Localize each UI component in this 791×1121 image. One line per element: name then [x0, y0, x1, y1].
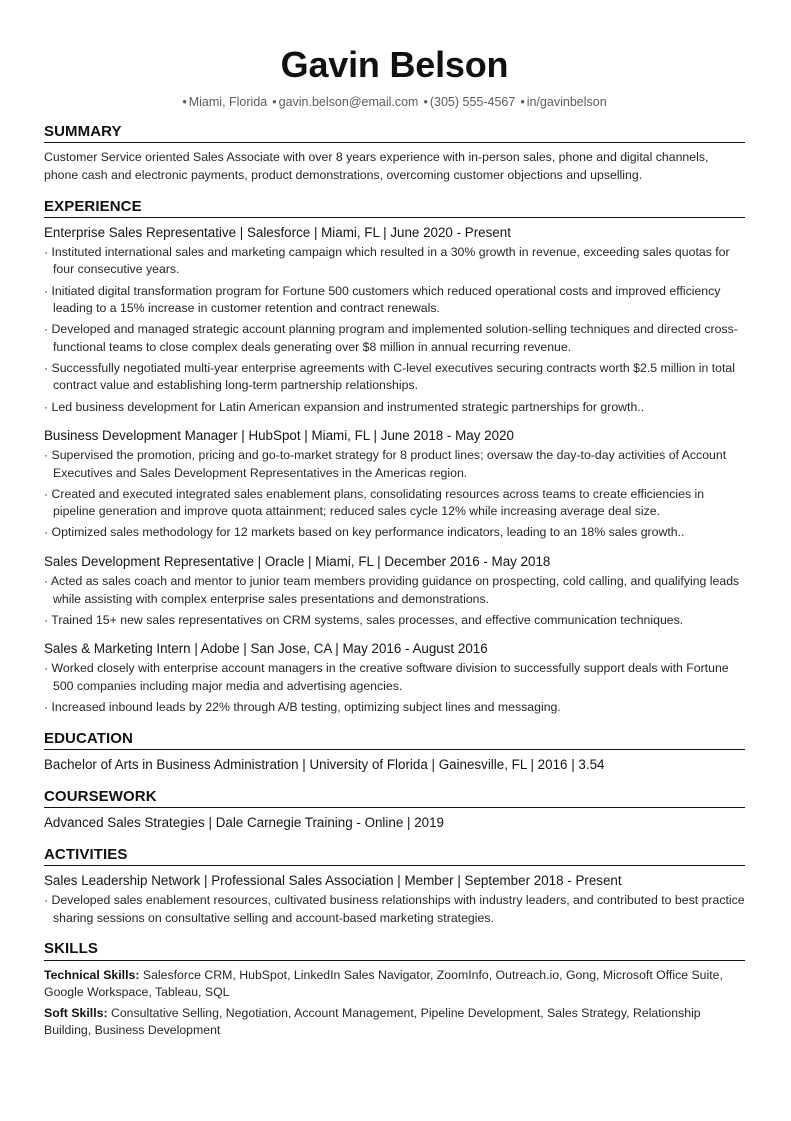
contact-item: gavin.belson@email.com: [278, 94, 419, 109]
entry-bullet: · Optimized sales methodology for 12 markets based on key performance indicators, leading to an 18% sales growth..: [44, 525, 685, 540]
entry-bullet: · Led business development for Latin American expansion and instrumented strategic partnerships for growth..: [44, 399, 645, 414]
contact-separator-icon: •: [520, 94, 525, 109]
skill-group-value: Consultative Selling, Negotiation, Account Management, Pipeline Development, Sales Strategy, Relationship Building, Business Development: [44, 1005, 701, 1038]
section-heading-education: EDUCATION: [44, 730, 745, 750]
entry-title: Bachelor of Arts in Business Administration | University of Florida | Gainesville, FL | 2016 | 3.54: [44, 756, 605, 772]
section-coursework: [44, 788, 745, 833]
contact-separator-icon: •: [272, 94, 277, 109]
entry-bullet: · Created and executed integrated sales enablement plans, consolidating resources across teams to create efficiencies in pipeline generation and improve quota attainment; reduced sales cycle 12% while increasing average deal size.: [44, 486, 705, 519]
skill-group-label: Soft Skills:: [44, 1005, 108, 1020]
skill-group-value: Salesforce CRM, HubSpot, LinkedIn Sales Navigator, ZoomInfo, Outreach.io, Gong, Microsoft Office Suite, Google Workspace, Tableau, SQL: [44, 967, 723, 1000]
entry-title: Business Development Manager | HubSpot | Miami, FL | June 2018 - May 2020: [44, 428, 514, 444]
contact-item: (305) 555-4567: [429, 94, 516, 109]
resume-entry: [44, 872, 745, 927]
section-skills: [44, 940, 745, 1040]
entry-bullet: · Supervised the promotion, pricing and go-to-market strategy for 8 product lines; oversaw the day-to-day activities of Account Executives and Sales Development Representatives in the Americas region.: [44, 448, 727, 480]
entry-bullet: · Instituted international sales and marketing campaign which resulted in a 30% growth in revenue, exceeding sales quotas for four consecutive years.: [44, 244, 730, 277]
contact-line: [44, 94, 745, 110]
resume-header: [44, 40, 745, 110]
section-experience: [44, 198, 745, 717]
bullet-icon: ·: [44, 700, 52, 715]
bullet-icon: ·: [44, 448, 52, 463]
contact-separator-icon: •: [423, 94, 428, 109]
bullet-icon: ·: [44, 612, 52, 627]
section-education: [44, 730, 745, 775]
summary-text: Customer Service oriented Sales Associate with over 8 years experience with in-person sales, phone and digital channels, phone cash and electronic payments, product demonstrations, overcoming customer objections and upselling.: [44, 150, 709, 182]
section-activities: [44, 846, 745, 928]
bullet-icon: ·: [44, 525, 52, 540]
entry-title: Sales Leadership Network | Professional Sales Association | Member | September 2018 - Present: [44, 873, 622, 888]
section-heading-summary: SUMMARY: [44, 123, 745, 143]
entry-title: Sales & Marketing Intern | Adobe | San Jose, CA | May 2016 - August 2016: [44, 641, 488, 657]
resume-entry: [44, 553, 745, 629]
entry-bullet: · Trained 15+ new sales representatives on CRM systems, sales processes, and effective communication techniques.: [44, 612, 684, 627]
entry-title: Sales Development Representative | Oracle | Miami, FL | December 2016 - May 2018: [44, 554, 551, 570]
bullet-icon: ·: [44, 574, 51, 589]
entry-title: Advanced Sales Strategies | Dale Carnegie Training - Online | 2019: [44, 814, 444, 830]
bullet-icon: ·: [44, 244, 52, 259]
section-heading-skills: SKILLS: [44, 940, 745, 960]
resume-entry: [44, 756, 745, 775]
bullet-icon: ·: [44, 399, 52, 414]
page-title: Gavin Belson: [280, 44, 509, 85]
section-summary: [44, 123, 745, 184]
resume-entry: [44, 640, 745, 716]
activities-entries: [44, 872, 745, 927]
contact-item: Miami, Florida: [188, 94, 268, 109]
bullet-icon: ·: [44, 360, 52, 375]
entry-bullet: · Worked closely with enterprise account managers in the creative software division to successfully support deals with Fortune 500 companies including major media and advertising agencies.: [44, 661, 729, 694]
skill-group-label: Technical Skills:: [44, 967, 140, 982]
bullet-icon: ·: [44, 893, 52, 908]
resume-entry: [44, 427, 745, 542]
bullet-icon: ·: [44, 283, 52, 298]
education-entries: [44, 756, 745, 775]
entry-bullet: · Developed and managed strategic account planning program and implemented solution-selling techniques and directed cross-functional teams to close complex deals generating over $8 million in annual recurring revenue.: [44, 322, 738, 354]
bullet-icon: ·: [44, 486, 52, 501]
resume-entry: [44, 224, 745, 416]
entry-bullet: · Acted as sales coach and mentor to junior team members providing guidance on prospecting, cold calling, and qualifying leads while assisting with complex enterprise sales presentations and demonstrations.: [44, 574, 740, 606]
skill-group: [44, 967, 745, 1002]
bullet-icon: ·: [44, 322, 52, 337]
skills-groups: [44, 967, 745, 1040]
entry-bullet: · Successfully negotiated multi-year enterprise agreements with C-level executives securing contracts worth $2.5 million in total contract value and establishing long-term partnership relationships.: [44, 360, 735, 393]
resume-entry: [44, 814, 745, 833]
skill-group: [44, 1005, 745, 1040]
experience-entries: [44, 224, 745, 717]
coursework-entries: [44, 814, 745, 833]
entry-bullet: · Increased inbound leads by 22% through A/B testing, optimizing subject lines and messaging.: [44, 700, 561, 715]
entry-title: Enterprise Sales Representative | Salesforce | Miami, FL | June 2020 - Present: [44, 224, 511, 240]
section-heading-activities: ACTIVITIES: [44, 846, 745, 866]
contact-item: in/gavinbelson: [526, 94, 607, 109]
section-heading-coursework: COURSEWORK: [44, 788, 745, 808]
section-heading-experience: EXPERIENCE: [44, 198, 745, 218]
entry-bullet: · Initiated digital transformation program for Fortune 500 customers which reduced operational costs and improved efficiency leading to a 15% increase in customer retention and contract renewals.: [44, 283, 721, 316]
contact-separator-icon: •: [182, 94, 187, 109]
bullet-icon: ·: [44, 661, 52, 676]
entry-bullet: · Developed sales enablement resources, cultivated business relationships with industry leaders, and contributed to best practice sharing sessions on consultative selling and account-based marketing strategies.: [44, 893, 745, 925]
